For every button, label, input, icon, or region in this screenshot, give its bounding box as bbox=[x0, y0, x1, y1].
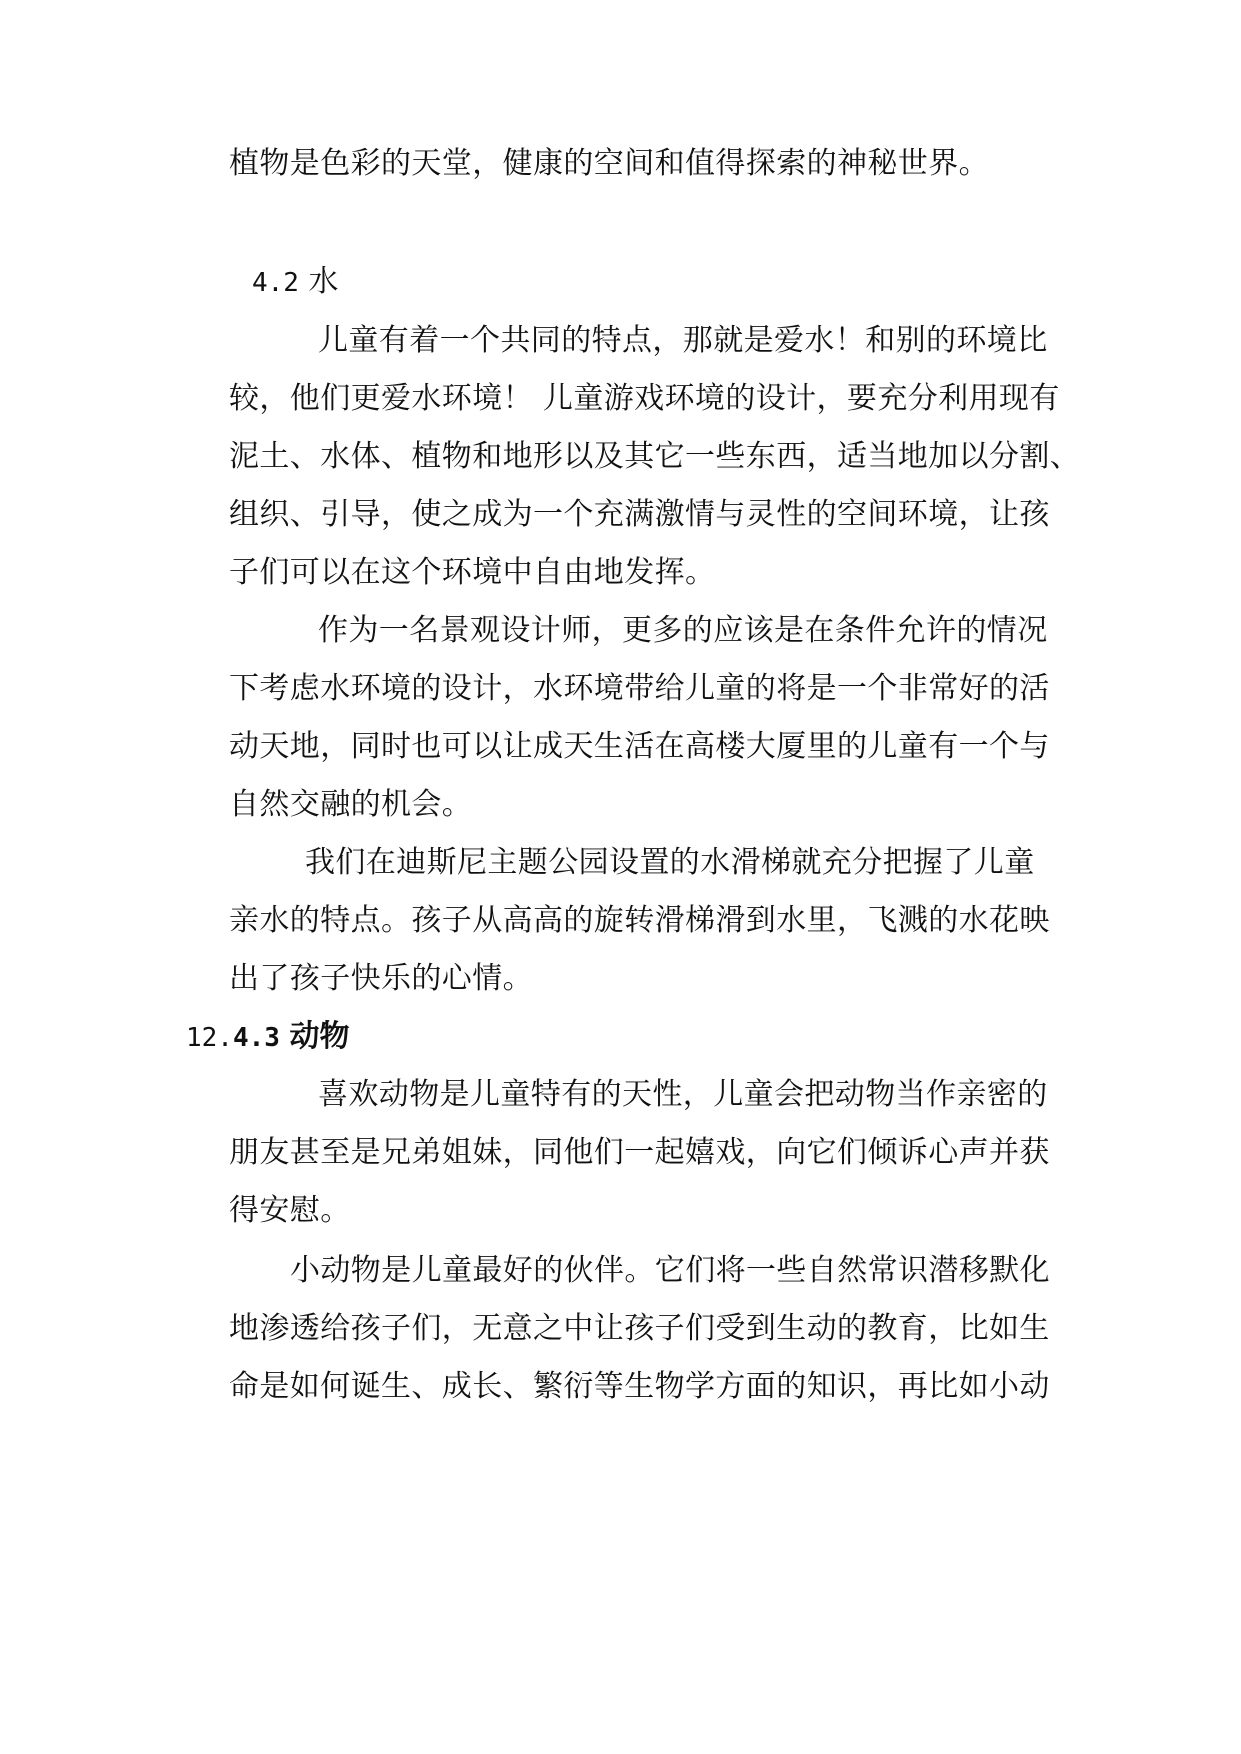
body-text-line: 亲水的特点。孩子从高高的旋转滑梯滑到水里，飞溅的水花映 bbox=[229, 903, 1050, 938]
body-text-line: 子们可以在这个环境中自由地发挥。 bbox=[229, 555, 716, 590]
body-text-line: 植物是色彩的天堂，健康的空间和值得探索的神秘世界。 bbox=[229, 146, 989, 181]
body-text-line: 朋友甚至是兄弟姐妹，同他们一起嬉戏，向它们倾诉心声并获 bbox=[229, 1135, 1050, 1170]
body-text-line: 下考虑水环境的设计，水环境带给儿童的将是一个非常好的活 bbox=[229, 671, 1050, 706]
body-text-line: 较，他们更爱水环境！ 儿童游戏环境的设计，要充分利用现有 bbox=[229, 381, 1060, 416]
body-text-line: 我们在迪斯尼主题公园设置的水滑梯就充分把握了儿童 bbox=[305, 845, 1035, 880]
section-heading-4-2 bbox=[252, 262, 339, 303]
body-text-line: 出了孩子快乐的心情。 bbox=[229, 961, 533, 996]
section-heading-4-3 bbox=[186, 1017, 349, 1058]
body-text-line: 自然交融的机会。 bbox=[229, 787, 473, 822]
section-number: 4.3 bbox=[232, 1023, 280, 1053]
body-text-line: 泥土、水体、植物和地形以及其它一些东西，适当地加以分割、 bbox=[229, 439, 1081, 474]
section-title: 动物 bbox=[289, 1019, 350, 1054]
section-number: 4.2 bbox=[252, 268, 299, 298]
body-text-line: 喜欢动物是儿童特有的天性，儿童会把动物当作亲密的 bbox=[318, 1077, 1048, 1112]
body-text-line: 小动物是儿童最好的伙伴。它们将一些自然常识潜移默化 bbox=[290, 1253, 1050, 1288]
body-text-line: 命是如何诞生、成长、繁衍等生物学方面的知识，再比如小动 bbox=[229, 1369, 1050, 1404]
section-title: 水 bbox=[308, 264, 339, 299]
body-text-line: 儿童有着一个共同的特点，那就是爱水！和别的环境比 bbox=[318, 323, 1048, 358]
body-text-line: 动天地，同时也可以让成天生活在高楼大厦里的儿童有一个与 bbox=[229, 729, 1050, 764]
body-text-line: 得安慰。 bbox=[229, 1193, 351, 1228]
section-prefix: 12. bbox=[186, 1023, 233, 1053]
body-text-line: 作为一名景观设计师，更多的应该是在条件允许的情况 bbox=[318, 613, 1048, 648]
body-text-line: 地渗透给孩子们，无意之中让孩子们受到生动的教育，比如生 bbox=[229, 1311, 1050, 1346]
body-text-line: 组织、引导，使之成为一个充满激情与灵性的空间环境，让孩 bbox=[229, 497, 1050, 532]
